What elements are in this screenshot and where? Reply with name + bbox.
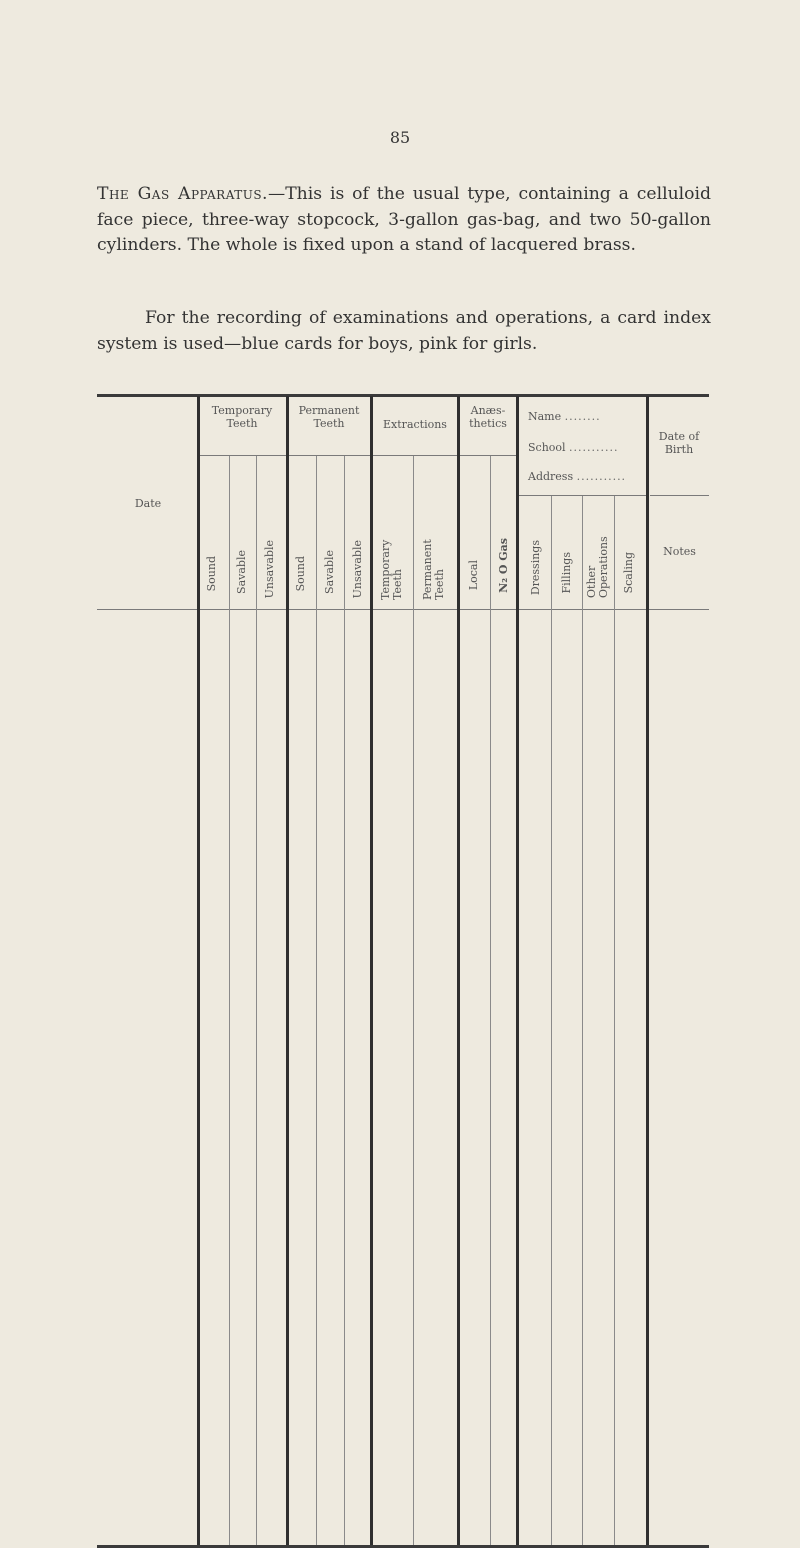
- header-date-of-birth: Date of Birth: [658, 430, 700, 456]
- header-date: Date: [134, 497, 162, 510]
- col-perm-savable: Savable: [323, 550, 336, 594]
- school-field: [528, 441, 648, 454]
- col-temp-unsavable: Unsavable: [263, 540, 276, 599]
- address-operations-rule: [518, 495, 648, 496]
- school-dots: ...........: [569, 441, 619, 454]
- col-line: [614, 496, 615, 1545]
- section-heading: The Gas Apparatus.: [97, 184, 269, 204]
- header-notes: Notes: [663, 545, 696, 558]
- header-temporary-teeth: Temporary Teeth: [211, 404, 273, 430]
- col-line: [344, 456, 345, 1545]
- col-divider-extractions: [370, 396, 373, 1545]
- page-number: 85: [389, 128, 411, 147]
- dob-notes-rule: [650, 495, 709, 496]
- col-line: [256, 456, 257, 1545]
- header-extractions: Extractions: [383, 418, 447, 431]
- paragraph-card-index: For the recording of examinations and operations, a card index system is used—blue cards for boys, pink for girls.: [97, 308, 711, 354]
- col-ext-temporary: Temporary Teeth: [379, 539, 404, 600]
- table-header-bottom-rule: [97, 609, 709, 610]
- col-perm-sound: Sound: [294, 556, 307, 592]
- paragraph-body: —This is of the usual type, containing a celluloid face piece, three-way stopcock, 3-gallon gas-bag, and two 50-gallon cylinders. The whole is fixed upon a stand of lacquered brass.: [97, 184, 711, 255]
- address-label: Address: [528, 470, 574, 483]
- col-line: [229, 456, 230, 1545]
- group-subheader-rule: [198, 455, 516, 456]
- col-an-gas: N₂ O Gas: [497, 538, 510, 593]
- col-op-fillings: Fillings: [560, 552, 573, 594]
- col-op-other: Other Operations: [585, 536, 610, 598]
- col-ext-permanent: Permanent Teeth: [421, 539, 446, 600]
- col-an-local: Local: [467, 560, 480, 591]
- col-line: [582, 496, 583, 1545]
- name-label: Name: [528, 410, 562, 423]
- table-top-rule: [97, 394, 709, 397]
- col-divider-dob: [646, 396, 649, 1545]
- col-divider-permanent: [286, 396, 289, 1545]
- col-temp-savable: Savable: [235, 550, 248, 594]
- address-field: [528, 470, 648, 483]
- address-dots: ...........: [576, 470, 627, 483]
- col-line: [551, 496, 552, 1545]
- col-line: [490, 456, 491, 1545]
- header-anaesthetics: Anæs- thetics: [469, 404, 507, 430]
- col-perm-unsavable: Unsavable: [351, 540, 364, 599]
- col-line: [413, 456, 414, 1545]
- col-divider-date: [197, 396, 200, 1545]
- col-op-scaling: Scaling: [622, 552, 635, 594]
- col-divider-anaesthetics: [457, 396, 460, 1545]
- school-label: School: [528, 441, 566, 454]
- col-temp-sound: Sound: [205, 556, 218, 592]
- name-field: [528, 410, 648, 423]
- header-permanent-teeth: Permanent Teeth: [298, 404, 360, 430]
- col-divider-name: [516, 396, 519, 1545]
- name-dots: ........: [564, 410, 601, 423]
- col-op-dressings: Dressings: [529, 540, 542, 596]
- col-line: [316, 456, 317, 1545]
